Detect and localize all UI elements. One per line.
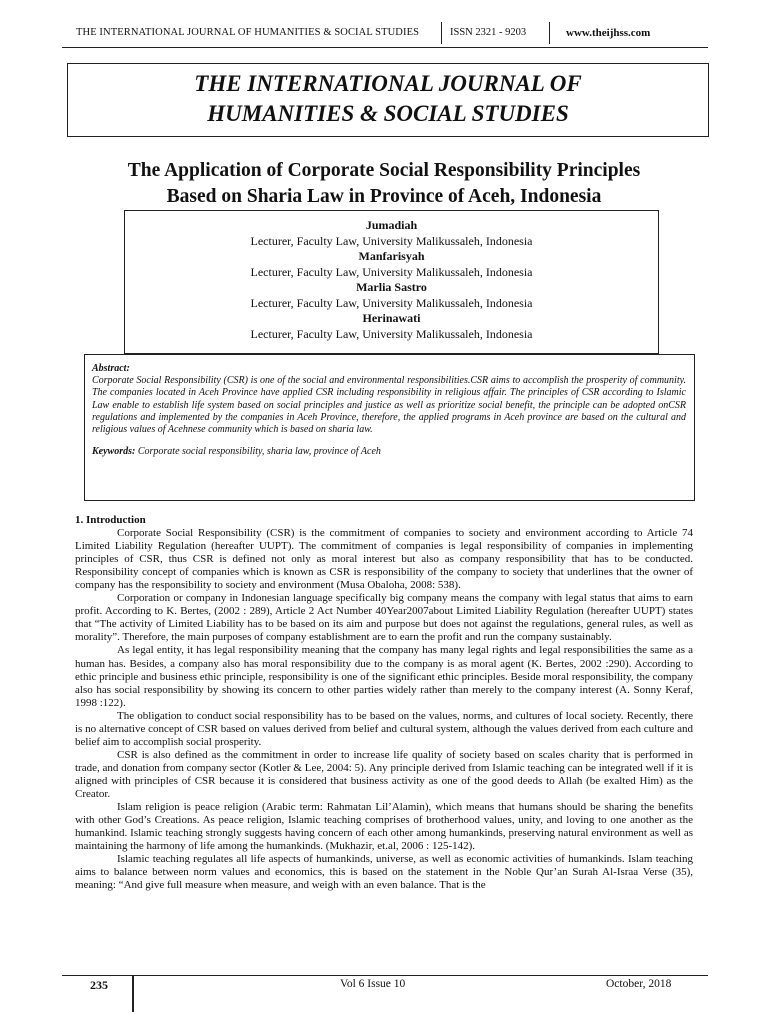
author-name: Marlia Sastro — [356, 280, 427, 294]
body-paragraph: Corporate Social Responsibility (CSR) is the commitment of companies to society and environment according to Article 74 Limited Liability Regulation (hereafter UUPT). The commitment of companies is legal responsibility of companies in implementing principles of CSR, thus CSR is defined not only as moral interest but also as company responsibility that has to be conducted. Responsibility concept of companies which is known as CSR is responsibility of the company to society that underlines that the owner of company has the responsibility to society and environment (Musa Obaloha, 2008: 538). — [75, 527, 693, 592]
footer-rule — [62, 975, 708, 976]
abstract-text: Corporate Social Responsibility (CSR) is one of the social and environmental responsibilities.CSR aims to accomplish the prosperity of community. The companies located in Aceh Province have applied CSR including responsibility in religious affair. The principles of CSR according to Islamic Law enable to establish life system based on social principles and justice as well as prioritize social benefit, the principle can be adopted onCSR regulations and implemented by the companies in Aceh Province, therefore, the applied programs in Aceh province are based on the cultural and religious values of Acehnese community which is based on sharia law. — [92, 375, 686, 436]
article-body — [75, 514, 693, 892]
keywords-label: Keywords: — [92, 446, 136, 458]
keywords-line — [92, 446, 686, 458]
body-paragraph: Islamic teaching regulates all life aspects of humankinds, universe, as well as economic activities of humankinds. Islam teaching aims to balance between norm values and economics, this is based on the statement in the Noble Qur’an Surah Al-Israa Verse (35), meaning: “And give full measure when measure, and weigh with an even balance. That is the — [75, 853, 693, 892]
article-title: The Application of Corporate Social Responsibility Principles Based on Sharia Law in Province of Aceh, Indonesia — [127, 160, 641, 207]
abstract-box — [84, 354, 695, 501]
page-footer — [0, 970, 768, 1020]
journal-title-box — [67, 63, 709, 137]
issue-info: Vol 6 Issue 10 — [340, 978, 406, 990]
running-header — [0, 0, 768, 48]
footer-divider — [132, 975, 134, 1012]
body-paragraph: As legal entity, it has legal responsibility meaning that the company has many legal rights and legal responsibilities the same as a human has. Besides, a company also has moral responsibility due to the company is as moral agent (K. Bertes, 2002 :290). According to ethic principle and business ethic principle, responsibility is one of the significant ethic principles. Beside moral responsibility, the company also has social responsibility by showing its concern to other parties widely rather than merely to the company interest (A. Sonny Keraf, 1998 :122). — [75, 644, 693, 709]
body-paragraph: The obligation to conduct social responsibility has to be based on the values, norms, and cultures of local society. Recently, there is no alternative concept of CSR based on values derived from belief and cultural system, although the values derived from each culture and belief aim to accomplish social prosperity. — [75, 709, 693, 748]
body-paragraph: Corporation or company in Indonesian language specifically big company means the company with legal status that aims to earn profit. According to K. Bertes, (2002 : 289), Article 2 Act Number 40Year2007about Limited Liability Regulation (hereafter UUPT) states that “The activity of Limited Liability has to be based on its aim and purpose but does not against the regulations, general rules, as well as morality”. Therefore, the main purposes of company establishment are to earn the profit and run the company sustainably. — [75, 592, 693, 644]
issue-date: October, 2018 — [606, 978, 672, 990]
author-affiliation: Lecturer, Faculty Law, University Malikussaleh, Indonesia — [250, 264, 533, 279]
running-header-divider — [549, 22, 550, 44]
authors-box — [124, 210, 659, 354]
running-header-journal: THE INTERNATIONAL JOURNAL OF HUMANITIES & SOCIAL STUDIES — [76, 27, 420, 38]
body-paragraph: CSR is also defined as the commitment in order to increase life quality of society based on scales charity that is performed in trade, and donation from company sector (Kotler & Lee, 2004: 5). Any principle derived from Islamic teaching can be integrated well if it is aligned with principles of CSR because it is considered that business activity as one of the good deeds to Allah (be exalted Him) as the Creator. — [75, 748, 693, 800]
running-header-website: www.theijhss.com — [566, 27, 651, 39]
section-heading: 1. Introduction — [75, 514, 146, 526]
body-paragraph: Islam religion is peace religion (Arabic term: Rahmatan Lil’Alamin), which means that humans should be sharing the benefits with other God’s Creations. As peace religion, Islamic teaching comprises of brotherhood values, unity, and loving to one another as the humankind. Islamic teaching strongly suggests having concern of each other among humankinds, preserving natural environment as well as maintaining the harmony of life among the humankinds. (Mukhazir, et.al, 2006 : 125-142). — [75, 801, 693, 853]
author-affiliation: Lecturer, Faculty Law, University Malikussaleh, Indonesia — [250, 295, 533, 310]
author-name: Manfarisyah — [358, 249, 425, 263]
header-rule — [62, 47, 708, 48]
author-affiliation: Lecturer, Faculty Law, University Malikussaleh, Indonesia — [250, 233, 533, 248]
author-name: Jumadiah — [365, 218, 418, 232]
abstract-label: Abstract: — [92, 363, 130, 374]
page-number: 235 — [90, 978, 108, 992]
journal-title: THE INTERNATIONAL JOURNAL OF HUMANITIES & SOCIAL STUDIES — [194, 71, 582, 126]
running-header-divider — [441, 22, 442, 44]
author-affiliation: Lecturer, Faculty Law, University Malikussaleh, Indonesia — [250, 326, 533, 341]
author-name: Herinawati — [362, 311, 421, 325]
running-header-issn: ISSN 2321 - 9203 — [450, 27, 527, 38]
keywords-text: Corporate social responsibility, sharia law, province of Aceh — [137, 446, 381, 458]
